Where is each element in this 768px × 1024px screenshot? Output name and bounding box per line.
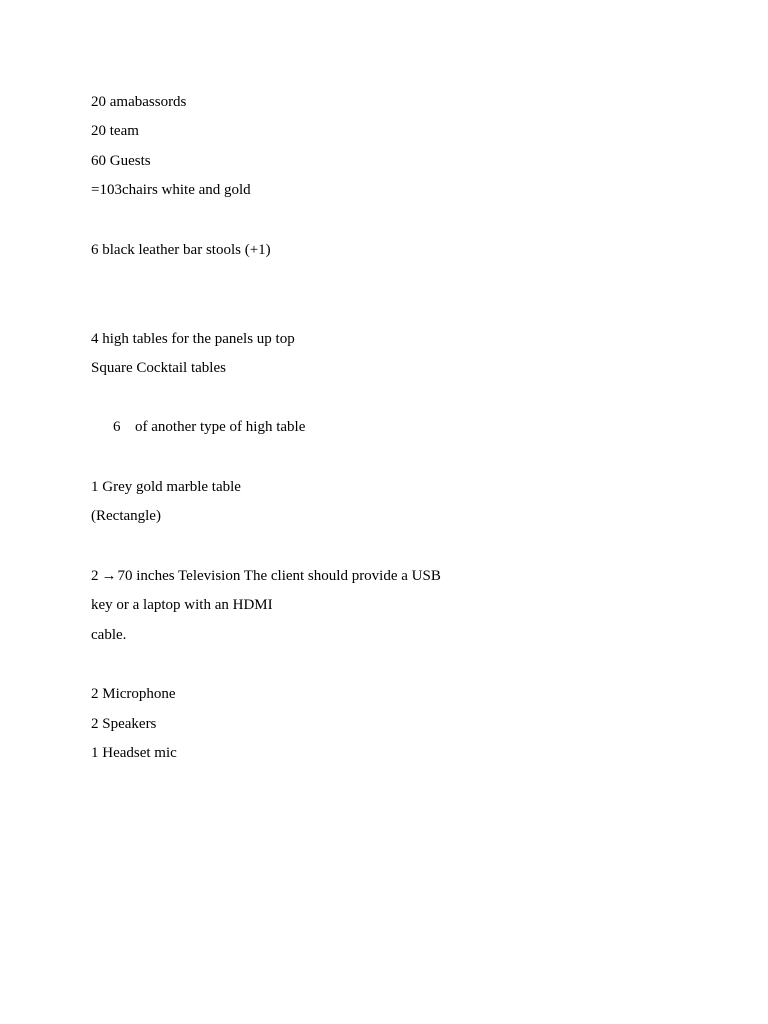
line-marble-table: 1 Grey gold marble table <box>91 479 241 495</box>
list-number: 6 <box>113 419 121 435</box>
line-guests: 60 Guests <box>91 153 151 169</box>
list-text: of another type of high table <box>135 419 306 435</box>
line-television <box>91 567 441 585</box>
line-television-3: cable. <box>91 627 127 643</box>
line-ambassadors: 20 amabassords <box>91 94 187 110</box>
line-chairs: =103chairs white and gold <box>91 182 251 198</box>
line-other-high-table <box>113 418 305 436</box>
arrow-right-icon: → <box>101 568 117 584</box>
line-team: 20 team <box>91 123 139 139</box>
line-television-2: key or a laptop with an HDMI <box>91 597 273 613</box>
line-microphone: 2 Microphone <box>91 686 176 702</box>
line-cocktail-tables: Square Cocktail tables <box>91 360 226 376</box>
line-high-tables: 4 high tables for the panels up top <box>91 331 295 347</box>
line-bar-stools: 6 black leather bar stools (+1) <box>91 242 271 258</box>
line-rectangle: (Rectangle) <box>91 508 161 524</box>
line-speakers: 2 Speakers <box>91 716 157 732</box>
line-headset: 1 Headset mic <box>91 745 177 761</box>
tv-description: 70 inches Television The client should provide a USB <box>117 568 441 584</box>
tv-quantity: 2 <box>91 568 99 584</box>
